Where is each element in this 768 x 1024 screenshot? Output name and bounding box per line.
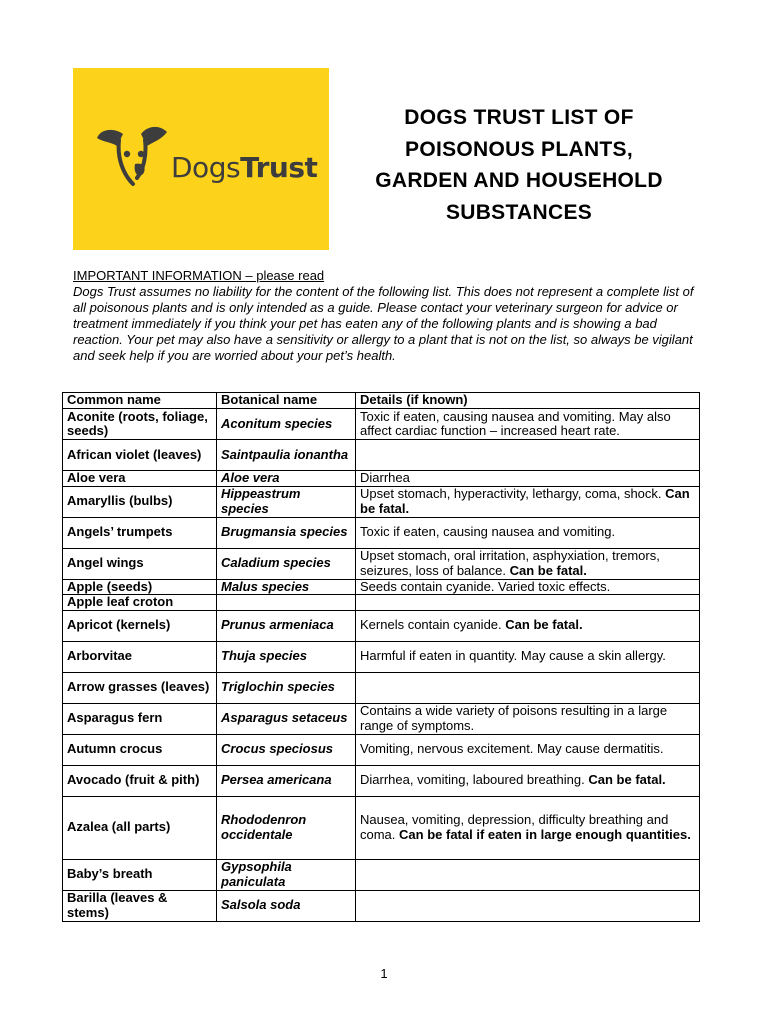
cell-botanical-name: Crocus speciosus bbox=[217, 734, 356, 765]
cell-common-name: Avocado (fruit & pith) bbox=[63, 765, 217, 796]
table-header-row bbox=[63, 393, 700, 409]
cell-botanical-name: Aloe vera bbox=[217, 471, 356, 487]
fatal-warning: Can be fatal. bbox=[509, 562, 587, 578]
details-text: Toxic if eaten, causing nausea and vomiting. bbox=[360, 524, 616, 540]
table-row bbox=[63, 859, 700, 890]
table-row bbox=[63, 409, 700, 440]
cell-botanical-name: Saintpaulia ionantha bbox=[217, 440, 356, 471]
cell-details bbox=[356, 595, 700, 611]
table-row bbox=[63, 579, 700, 595]
table-row bbox=[63, 471, 700, 487]
cell-botanical-name: Malus species bbox=[217, 579, 356, 595]
table-row bbox=[63, 734, 700, 765]
cell-common-name: Aloe vera bbox=[63, 471, 217, 487]
cell-botanical-name: Persea americana bbox=[217, 765, 356, 796]
cell-common-name: Arrow grasses (leaves) bbox=[63, 672, 217, 703]
table-row bbox=[63, 796, 700, 859]
cell-common-name: African violet (leaves) bbox=[63, 440, 217, 471]
cell-details bbox=[356, 859, 700, 890]
cell-details bbox=[356, 610, 700, 641]
cell-botanical-name: Aconitum species bbox=[217, 409, 356, 440]
cell-botanical-name: Caladium species bbox=[217, 548, 356, 579]
cell-details bbox=[356, 641, 700, 672]
cell-botanical-name: Triglochin species bbox=[217, 672, 356, 703]
table-row bbox=[63, 440, 700, 471]
cell-common-name: Baby’s breath bbox=[63, 859, 217, 890]
info-body: Dogs Trust assumes no liability for the content of the following list. This does not represent a complete list of all poisonous plants and is only intended as a guide. Please contact your veterinary surgeon for advice or treatment immediately if you think your pet has eaten any of the following plants and is showing a bad reaction. Your pet may also have a sensitivity or allergy to a plant that is not on the list, so always be vigilant and seek help if you are worried about your pet’s health. bbox=[73, 284, 694, 363]
cell-details bbox=[356, 890, 700, 921]
cell-common-name: Amaryllis (bulbs) bbox=[63, 486, 217, 517]
table-row bbox=[63, 610, 700, 641]
logo-text-dogs: Dogs bbox=[171, 151, 241, 184]
cell-common-name: Apple leaf croton bbox=[63, 595, 217, 611]
cell-details bbox=[356, 548, 700, 579]
details-text: Toxic if eaten, causing nausea and vomiting. May also affect cardiac function – increased heart rate. bbox=[360, 408, 671, 438]
cell-botanical-name: Salsola soda bbox=[217, 890, 356, 921]
cell-details bbox=[356, 486, 700, 517]
info-heading: IMPORTANT INFORMATION – please read bbox=[73, 268, 325, 283]
cell-botanical-name: Rhododenron occidentale bbox=[217, 796, 356, 859]
cell-details bbox=[356, 672, 700, 703]
details-text: Upset stomach, oral irritation, asphyxiation, tremors, seizures, loss of balance. bbox=[360, 548, 660, 578]
table-row bbox=[63, 765, 700, 796]
cell-common-name: Arborvitae bbox=[63, 641, 217, 672]
cell-common-name: Aconite (roots, foliage, seeds) bbox=[63, 409, 217, 440]
details-text: Harmful if eaten in quantity. May cause a skin allergy. bbox=[360, 648, 666, 664]
cell-common-name: Angel wings bbox=[63, 548, 217, 579]
header-details: Details (if known) bbox=[356, 393, 700, 409]
details-text: Seeds contain cyanide. Varied toxic effects. bbox=[360, 578, 611, 594]
cell-details bbox=[356, 765, 700, 796]
document-title bbox=[335, 102, 703, 228]
details-text: Nausea, vomiting, depression, difficulty breathing and coma. bbox=[360, 812, 669, 842]
dogs-trust-logo bbox=[73, 68, 329, 250]
details-text: Upset stomach, hyperactivity, lethargy, coma, shock. bbox=[360, 486, 662, 501]
cell-botanical-name: Hippeastrum species bbox=[217, 486, 356, 517]
poisonous-plants-table bbox=[62, 392, 700, 922]
cell-common-name: Asparagus fern bbox=[63, 703, 217, 734]
table-row bbox=[63, 517, 700, 548]
cell-details bbox=[356, 471, 700, 487]
cell-details bbox=[356, 517, 700, 548]
details-text: Kernels contain cyanide. bbox=[360, 617, 502, 633]
cell-botanical-name: Brugmansia species bbox=[217, 517, 356, 548]
title-line: DOGS TRUST LIST OF bbox=[404, 106, 634, 129]
fatal-warning: Can be fatal. bbox=[588, 772, 666, 788]
details-text: Vomiting, nervous excitement. May cause dermatitis. bbox=[360, 741, 664, 757]
header-botanical-name: Botanical name bbox=[217, 393, 356, 409]
cell-common-name: Autumn crocus bbox=[63, 734, 217, 765]
details-text: Diarrhea bbox=[360, 470, 410, 485]
table-row bbox=[63, 486, 700, 517]
fatal-warning: Can be fatal if eaten in large enough quantities. bbox=[399, 826, 691, 842]
details-text: Contains a wide variety of poisons resulting in a large range of symptoms. bbox=[360, 703, 668, 733]
dog-head-icon bbox=[93, 124, 171, 194]
fatal-warning: Can be fatal. bbox=[360, 486, 690, 516]
title-line: GARDEN AND HOUSEHOLD bbox=[375, 169, 663, 192]
title-line: POISONOUS PLANTS, bbox=[405, 137, 633, 161]
cell-common-name: Azalea (all parts) bbox=[63, 796, 217, 859]
cell-details bbox=[356, 703, 700, 734]
fatal-warning: Can be fatal. bbox=[505, 617, 583, 633]
title-line: SUBSTANCES bbox=[445, 200, 593, 224]
cell-botanical-name: Gypsophila paniculata bbox=[217, 859, 356, 890]
cell-common-name: Apple (seeds) bbox=[63, 579, 217, 595]
table-row bbox=[63, 703, 700, 734]
cell-details bbox=[356, 796, 700, 859]
table-row bbox=[63, 641, 700, 672]
cell-details bbox=[356, 409, 700, 440]
table-row bbox=[63, 890, 700, 921]
cell-botanical-name: Thuja species bbox=[217, 641, 356, 672]
cell-botanical-name: Prunus armeniaca bbox=[217, 610, 356, 641]
logo-wordmark bbox=[171, 151, 317, 184]
page-number: 1 bbox=[380, 966, 388, 981]
cell-details bbox=[356, 734, 700, 765]
table-row bbox=[63, 672, 700, 703]
cell-botanical-name bbox=[217, 595, 356, 611]
cell-common-name: Barilla (leaves & stems) bbox=[63, 890, 217, 921]
header-common-name: Common name bbox=[63, 393, 217, 409]
details-text: Diarrhea, vomiting, laboured breathing. bbox=[360, 772, 585, 788]
cell-details bbox=[356, 440, 700, 471]
logo-text-trust: Trust bbox=[240, 151, 318, 184]
important-information bbox=[73, 268, 698, 364]
table-row bbox=[63, 595, 700, 611]
table-row bbox=[63, 548, 700, 579]
cell-common-name: Angels’ trumpets bbox=[63, 517, 217, 548]
cell-details bbox=[356, 579, 700, 595]
cell-common-name: Apricot (kernels) bbox=[63, 610, 217, 641]
cell-botanical-name: Asparagus setaceus bbox=[217, 703, 356, 734]
